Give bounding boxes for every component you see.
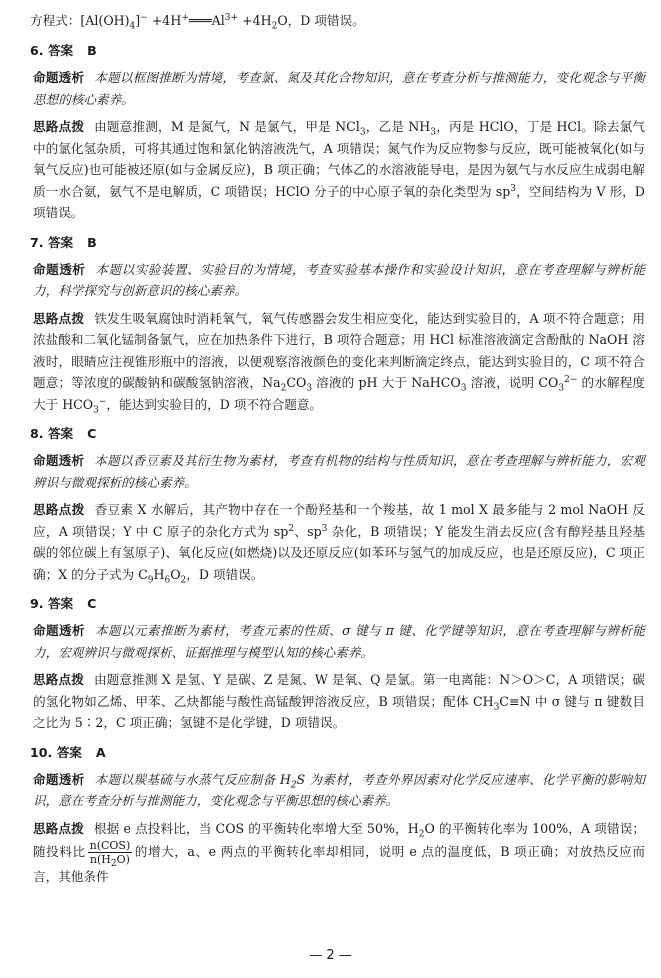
q10-hint: 思路点拨 根据 e 点投料比，当 COS 的平衡转化率增大至 50%，$H_2O$ 的平衡转化率为 100%，A 项错误；随投料比 $\frac{\text{n(COS)}}{n(H_2O)}$ 的增大，a、e 两点的平衡转化率却相同，说明 e 点的温度低，B 项正确；对放热反应而言，其他条件: [33, 820, 646, 884]
q8-hint: 思路点拨 香豆素 X 水解后，其产物中存在一个酚羟基和一个羧基，故 1 mol X 最多能与 2 mol NaOH 反应，A 项错误；Y 中 C 原子的杂化方式为 $sp^2$、$sp^3$ 杂化，B 项错误；Y 能发生消去反应(含有醇羟基且羟基碳的邻位碳上有氢原子)、氧化反应(如燃烧)以及还原反应(如苯环与氢气的加成反应，也是还原反应)，C 项正确；X 的分子式为 $C_9H_6O_2$，D 项错误。: [33, 502, 645, 586]
page-content: [30, 8, 645, 888]
ratio-fraction: $\frac{\text{n(COS)}}{n(H_2O)}$: [89, 839, 131, 870]
q6-analysis: 命题透析 本题以框图推断为情境，考查氯、氮及其化合物知识，意在考查分析与推测能力，变化观念与平衡思想的核心素养。: [33, 70, 646, 107]
q9-analysis: 命题透析 本题以元素推断为素材，考查元素的性质、σ 键与 π 键、化学键等知识，意在考查理解与辨析能力，宏观辨识与微观探析、证据推理与模型认知的核心素养。: [33, 623, 645, 660]
answer-8-heading: 8. 答案 C: [30, 426, 97, 441]
q8-analysis: 命题透析 本题以香豆素及其衍生物为素材，考查有机物的结构与性质知识，意在考查理解与辨析能力，宏观辨识与微观探析的核心素养。: [33, 453, 646, 490]
answer-7-heading: 7. 答案 B: [30, 234, 97, 250]
q7-hint: 思路点拨 铁发生吸氧腐蚀时消耗氧气，氧气传感器会发生相应变化，能达到实验目的，A 项不符合题意；用浓盐酸和二氧化锰制备氯气，应在加热条件下进行，B 项符合题意；用 HCl 标准溶液滴定含酚酞的 NaOH 溶液时，眼睛应注视锥形瓶中的溶液，以便观察溶液颜色的变化来判断滴定终点，能达到实验目的，C 项不符合题意；等浓度的碳酸钠和碳酸氢钠溶液，$Na_2CO_3$ 溶液的 pH 大于 NaHCO$_3$ 溶液，说明 $CO_3^{2-}$ 的水解程度大于 $HCO_3^-$，能达到实验目的，D 项不符合题意。: [33, 310, 646, 416]
answer-6-heading: 6. 答案 B: [30, 43, 97, 58]
q9-hint: 思路点拨 由题意推测 X 是氢、Y 是碳、Z 是氮、W 是氧、Q 是氯。第一电离能：N＞O＞C，A 项错误；碳的氢化物如乙烯、甲苯、乙炔都能与酸性高锰酸钾溶液反应，B 项错误；配体 $CH_3C\equiv N$ 中 σ 键与 π 键数目之比为 5∶2，C 项正确；氢键不是化学键，D 项错误。: [33, 672, 645, 730]
q6-hint: 思路点拨 由题意推测，M 是氮气，N 是氯气，甲是 NCl$_3$，乙是 $NH_3$，丙是 HClO，丁是 HCl。除去氯气中的氯化氢杂质，可将其通过饱和氯化钠溶液洗气，A 项错误；氮气作为反应物参与反应，既可能被氧化(如与氧气反应)也可能被还原(如与金属反应)，B 项正确；气体乙的水溶液能导电，是因为氨气与水反应生成弱电解质一水合氨，氨气不是电解质，C 项错误；HClO 分子的中心原子氧的杂化类型为 $sp^3$，空间结构为 V 形，D 项错误。: [33, 119, 646, 220]
page-number: — 2 —: [309, 948, 352, 963]
answer-9-heading: 9. 答案 C: [30, 596, 97, 611]
q7-analysis: 命题透析 本题以实验装置、实验目的为情境，考查实验基本操作和实验设计知识，意在考查理解与辨析能力，科学探究与创新意识的核心素养。: [33, 261, 646, 298]
q10-analysis: 命题透析 本题以羰基硫与水蒸气反应制备 $H_2S$ 为素材，考查外界因素对化学反应速率、化学平衡的影响知识，意在考查分析与推测能力，变化观念与平衡思想的核心素养。: [33, 771, 645, 808]
equation-line: 方程式：$[Al(OH)_4]^-$ $+4H^+═══Al^{3+} +4H_2O$，D 项错误。: [30, 12, 365, 32]
answer-10-heading: 10. 答案 A: [30, 744, 106, 760]
